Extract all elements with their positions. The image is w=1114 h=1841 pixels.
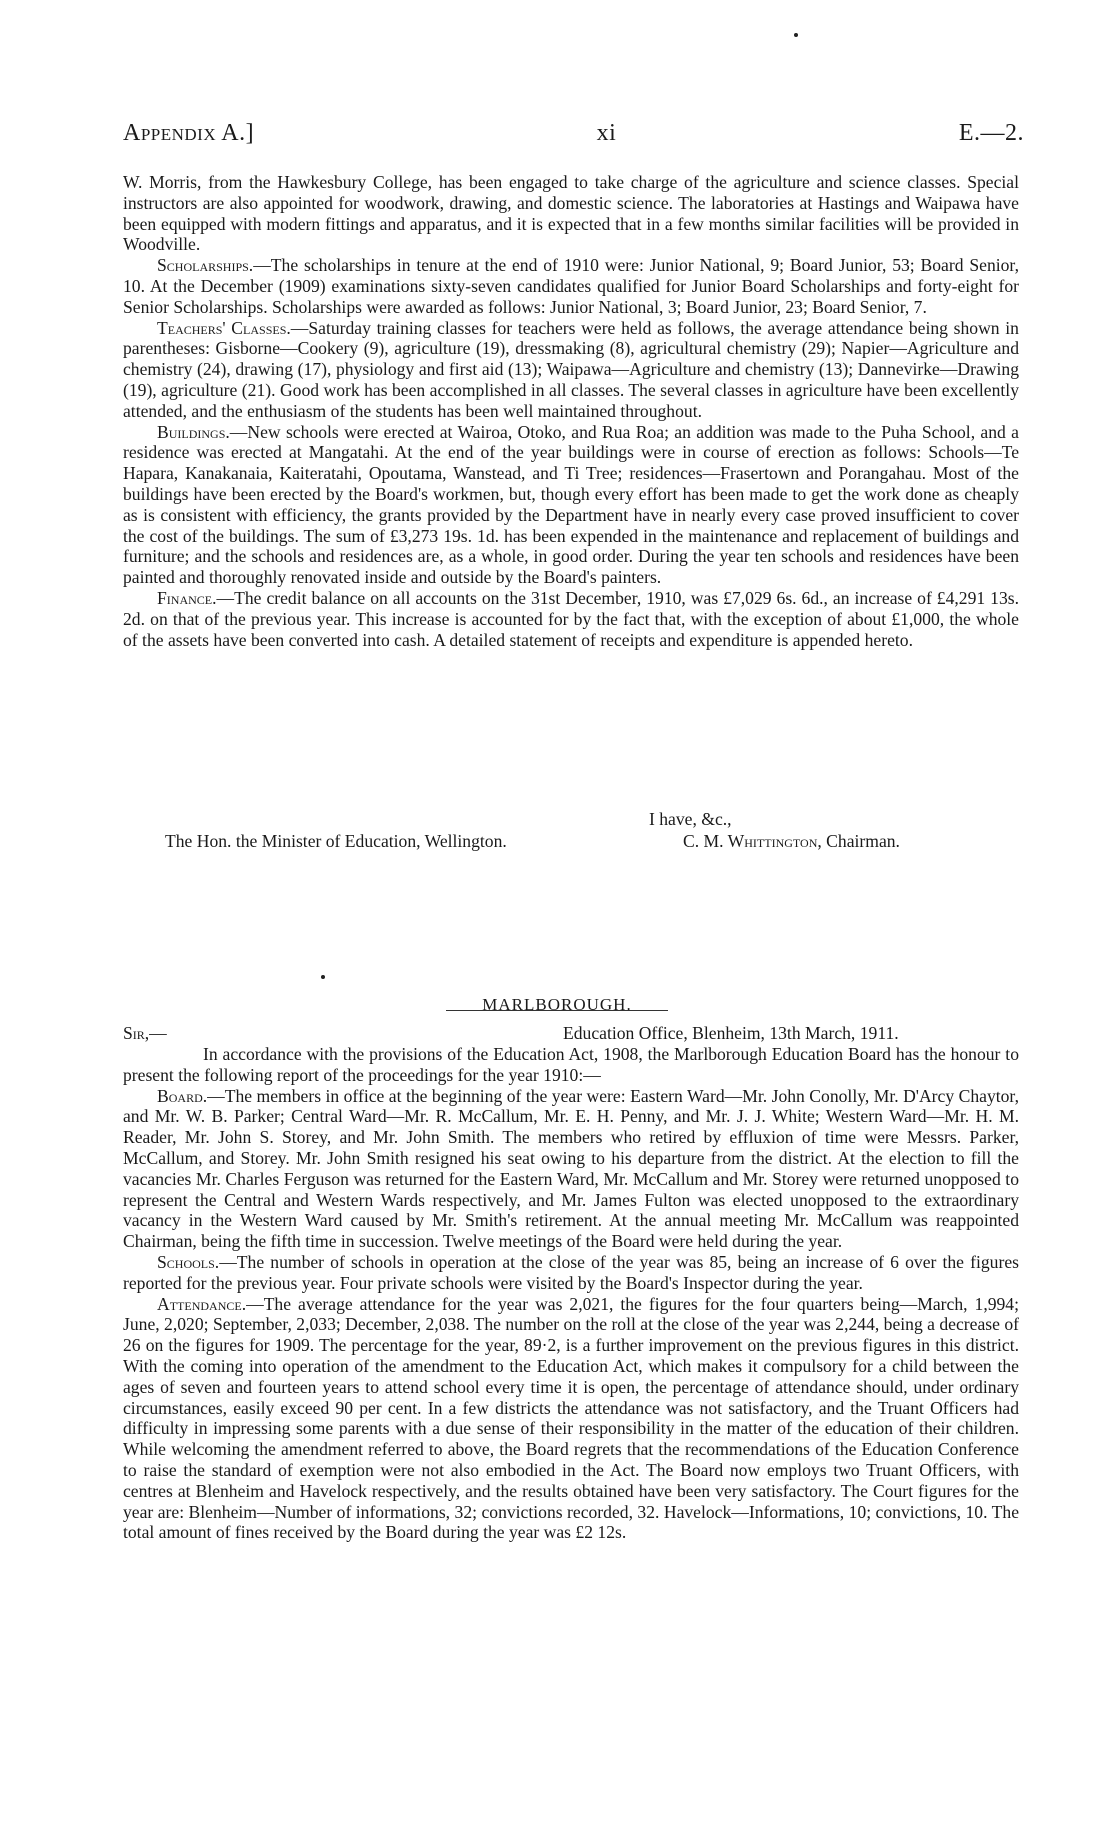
attendance-text: —The average attendance for the year was 2,021, the figures for the four quarters being—March, 1,994; June, 2,020; September, 2,033; December, 2,038. The number on the roll at the close of the year was 2,244, being a decrease of 26 on the figures for 1909. The percentage for the year, 89·2, is a further improvement on the previous figures in this district. With the coming into operation of the amendment to the Education Act, which makes it compulsory for a child between the ages of seven and fourteen years to attend school every time it is open, the percentage of attendance should, under ordinary circumstances, easily exceed 90 per cent. In a few districts the attendance was not satisfactory, and the Truant Officers had difficulty in impressing some parents with a due sense of their responsibility in the matter of the education of their children. While welcoming the amendment referred to above, the Board regrets that the recommendations of the Education Conference to raise the standard of exemption were not also embodied in the Act. The Board now employs two Truant Officers, with centres at Blenheim and Havelock respectively, and the results obtained have been very satisfactory. The Court figures for the year are: Blenheim—Number of informations, 32; convictions recorded, 32. Havelock—Informations, 10; convictions, 10. The total amount of fines received by the Board during the year was £2 12s. [123, 1293, 1019, 1543]
addressee: The Hon. the Minister of Education, Wellington. [165, 831, 507, 851]
scholarships-heading: Scholarships. [157, 255, 254, 276]
teachers-classes-paragraph [123, 318, 1019, 422]
page-header [123, 120, 1024, 147]
signature [683, 831, 900, 852]
attendance-paragraph [123, 1294, 1019, 1544]
section-marlborough [123, 1044, 1019, 1543]
header-page-number: xi [596, 120, 617, 146]
marlborough-intro-paragraph: In accordance with the provisions of the Education Act, 1908, the Marlborough Education Board has the honour to present the following report of the proceedings for the year 1910:— [123, 1044, 1019, 1085]
buildings-heading: Buildings. [157, 421, 230, 442]
finance-paragraph [123, 588, 1019, 650]
signatory-title: Chairman. [826, 831, 900, 851]
header-document-code: E.—2. [958, 120, 1024, 146]
board-paragraph [123, 1086, 1019, 1252]
scholarships-paragraph [123, 255, 1019, 317]
schools-paragraph [123, 1252, 1019, 1294]
finance-heading: Finance. [157, 587, 217, 608]
print-speck [794, 33, 798, 37]
salutation: Sir,— [123, 1023, 167, 1043]
teachers-classes-text: —Saturday training classes for teachers were held as follows, the average attendance being shown in parentheses: Gisborne—Cookery (9), agriculture (19), dressmaking (8), agricultural chemistry (29); Napier—Agriculture and chemistry (24), drawing (17), physiology and first aid (13); Waipawa—Agriculture and chemistry (13); Dannevirke—Drawing (19), agriculture (21). Good work has been accomplished in all classes. The several classes in agriculture have been excellently attended, and the enthusiasm of the students has been well maintained throughout. [123, 317, 1019, 421]
header-appendix: Appendix A.] [123, 120, 255, 146]
attendance-heading: Attendance. [157, 1293, 247, 1314]
closing-text: I have, &c., [649, 809, 732, 829]
section-title-marlborough: MARLBOROUGH. [482, 995, 632, 1014]
scholarships-text: —The scholarships in tenure at the end of 1910 were: Junior National, 9; Board Junior, 53; Board Senior, 10. At the December (1909) examinations sixty-seven candidates qualified for Junior Board Scholarships and forty-eight for Senior Scholarships. Scholarships were awarded as follows: Junior National, 3; Board Junior, 23; Board Senior, 7. [123, 255, 1019, 317]
section-hawkes-bay-continued [123, 172, 1019, 650]
print-speck [321, 975, 325, 979]
dateline: Education Office, Blenheim, 13th March, 1911. [563, 1023, 899, 1043]
schools-heading: Schools. [157, 1251, 220, 1272]
board-heading: Board. [157, 1085, 208, 1106]
salutation-row [123, 1023, 1019, 1044]
teachers-classes-heading: Teachers' Classes. [157, 317, 291, 338]
buildings-paragraph [123, 422, 1019, 588]
buildings-text: —New schools were erected at Wairoa, Otoko, and Rua Roa; an addition was made to the Puha School, and a residence was erected at Mangatahi. At the end of the year buildings were in course of erection as follows: Schools—Te Hapara, Kanakanaia, Kaiteratahi, Opoutama, Wanstead, and Ti Tree; residences—Frasertown and Porangahau. Most of the buildings have been erected by the Board's workmen, but, though every effort has been made to get the work done as cheaply as is consistent with efficiency, the grants provided by the Department have in nearly every case proved insufficient to cover the cost of the buildings. The sum of £3,273 19s. 1d. has been expended in the maintenance and replacement of buildings and furniture; and the schools and residences are, as a whole, in good order. During the year ten schools and residences have been painted and thoroughly renovated inside and outside by the Board's painters. [123, 421, 1019, 588]
signatory-name: C. M. Whittington, [683, 831, 822, 851]
finance-text: —The credit balance on all accounts on the 31st December, 1910, was £7,029 6s. 6d., an increase of £4,291 13s. 2d. on that of the previous year. This increase is accounted for by the fact that, with the exception of about £1,000, the whole of the assets have been converted into cash. A detailed statement of receipts and expenditure is appended hereto. [123, 587, 1019, 650]
schools-text: —The number of schools in operation at the close of the year was 85, being an increase of 6 over the figures reported for the previous year. Four private schools were visited by the Board's Inspector during the year. [123, 1251, 1019, 1293]
intro-paragraph: W. Morris, from the Hawkesbury College, has been engaged to take charge of the agriculture and science classes. Special instructors are also appointed for woodwork, drawing, and domestic science. The laboratories at Hastings and Waipawa have been equipped with modern fittings and apparatus, and it is expected that in a few months similar facilities will be provided in Woodville. [123, 172, 1019, 255]
board-text: —The members in office at the beginning of the year were: Eastern Ward—Mr. John Conolly, Mr. D'Arcy Chaytor, and Mr. W. B. Parker; Central Ward—Mr. R. McCallum, Mr. E. H. Penny, and Mr. J. J. White; Western Ward—Mr. H. M. Reader, Mr. John S. Storey, and Mr. John Smith. The members who retired by effluxion of time were Messrs. Parker, McCallum, and Storey. Mr. John Smith resigned his seat owing to his departure from the district. At the election to fill the vacancies Mr. Charles Ferguson was returned for the Eastern Ward, Mr. McCallum and Mr. Storey were returned unopposed to represent the Central and Western Wards respectively, and Mr. James Fulton was elected unopposed to the extraordinary vacancy in the Western Ward caused by Mr. Smith's retirement. At the annual meeting Mr. McCallum was reappointed Chairman, being the fifth time in succession. Twelve meetings of the Board were held during the year. [123, 1085, 1019, 1252]
